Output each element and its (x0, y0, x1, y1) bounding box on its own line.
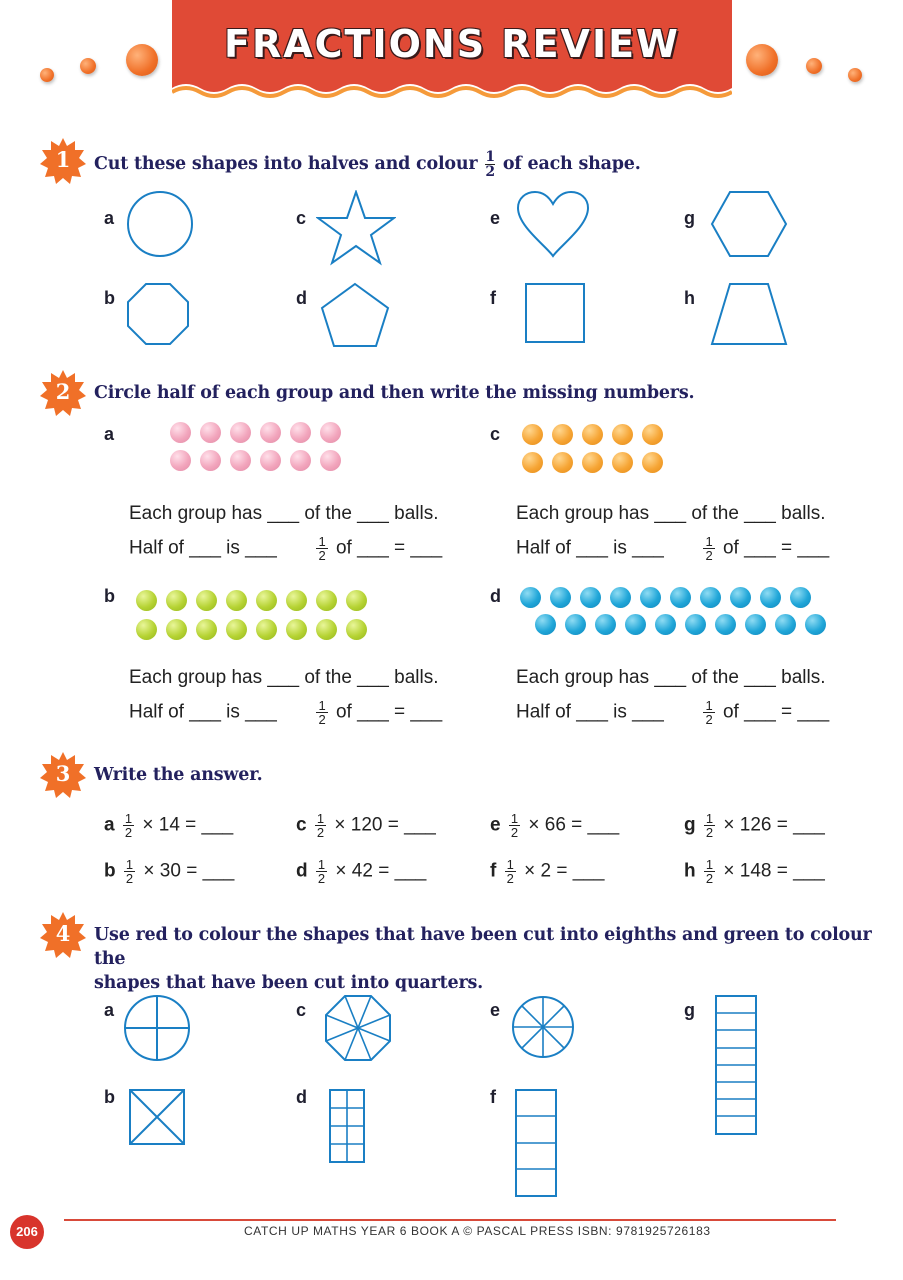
fraction-half (704, 858, 715, 885)
item-letter: f (490, 1087, 496, 1107)
blue-ball[interactable] (580, 587, 601, 608)
blue-ball[interactable] (670, 587, 691, 608)
pink-ball[interactable] (260, 450, 281, 471)
fraction-half (316, 699, 327, 726)
green-ball[interactable] (346, 619, 367, 640)
multiplication-item (296, 812, 436, 839)
fraction-equation: of ___ = ___ (335, 701, 443, 723)
expression: × 126 = ___ (723, 814, 825, 836)
blue-ball[interactable] (730, 587, 751, 608)
tall-rectangle-quarters-shape[interactable] (514, 1088, 558, 1198)
orange-ball[interactable] (552, 452, 573, 473)
fraction-numerator: 1 (316, 811, 325, 826)
fraction-half (316, 535, 327, 562)
half-sentence (516, 535, 829, 562)
item-letter: f (490, 860, 497, 882)
pink-ball[interactable] (320, 450, 341, 471)
question-number: 3 (55, 761, 71, 786)
pink-ball[interactable] (230, 450, 251, 471)
instruction-text: Cut these shapes into halves and colour (94, 154, 478, 174)
fraction-numerator: 1 (510, 811, 519, 826)
blue-ball[interactable] (700, 587, 721, 608)
item-letter: e (490, 208, 501, 228)
green-ball[interactable] (286, 590, 307, 611)
group-sentence: Each group has ___ of the ___ balls. (129, 667, 439, 688)
item-letter: c (490, 424, 501, 444)
question-number: 1 (55, 147, 71, 172)
item-letter: e (490, 1000, 501, 1020)
fraction-denominator: 2 (705, 871, 714, 886)
green-ball[interactable] (286, 619, 307, 640)
item-letter: e (490, 814, 501, 836)
item-letter: c (296, 208, 307, 228)
blue-ball[interactable] (625, 614, 646, 635)
half-of-text: Half of ___ is ___ (516, 537, 664, 559)
half-sentence (516, 699, 829, 726)
item-letter: a (104, 424, 115, 444)
fraction-half (316, 858, 327, 885)
blue-ball[interactable] (760, 587, 781, 608)
item-letter: c (296, 1000, 307, 1020)
fraction-denominator: 2 (705, 825, 714, 840)
fraction-numerator: 1 (317, 857, 326, 872)
green-ball[interactable] (166, 619, 187, 640)
orange-ball[interactable] (642, 424, 663, 445)
question-4-instruction (94, 923, 903, 995)
fraction-numerator: 1 (318, 534, 326, 549)
fraction-half (123, 812, 134, 839)
multiplication-item (296, 858, 426, 885)
octagon-eighths-shape[interactable] (324, 994, 392, 1062)
expression: × 2 = ___ (524, 860, 605, 882)
fraction-half (124, 858, 135, 885)
decor-dot (848, 68, 862, 82)
orange-ball[interactable] (582, 424, 603, 445)
fraction-half (505, 858, 516, 885)
fraction-half (485, 150, 495, 179)
blue-ball[interactable] (610, 587, 631, 608)
blue-ball[interactable] (790, 587, 811, 608)
group-sentence: Each group has ___ of the ___ balls. (516, 503, 826, 524)
fraction-denominator: 2 (125, 871, 134, 886)
blue-ball[interactable] (715, 614, 736, 635)
question-number-badge (40, 138, 86, 184)
decor-dot (126, 44, 158, 76)
expression: × 148 = ___ (723, 860, 825, 882)
green-ball[interactable] (316, 619, 337, 640)
fraction-denominator: 2 (317, 871, 326, 886)
square-shape[interactable] (524, 282, 586, 344)
blue-ball[interactable] (550, 587, 571, 608)
blue-ball[interactable] (640, 587, 661, 608)
fraction-numerator: 1 (485, 149, 495, 165)
question-1-instruction (94, 150, 641, 179)
green-ball[interactable] (196, 619, 217, 640)
item-letter: b (104, 586, 115, 606)
item-letter: h (684, 288, 695, 308)
multiplication-item (490, 858, 604, 885)
green-ball[interactable] (226, 590, 247, 611)
fraction-half (703, 535, 714, 562)
green-ball[interactable] (196, 590, 217, 611)
fraction-numerator: 1 (705, 698, 713, 713)
question-number: 2 (55, 379, 71, 404)
fraction-equation: of ___ = ___ (722, 701, 830, 723)
pink-ball[interactable] (290, 450, 311, 471)
expression: × 42 = ___ (335, 860, 427, 882)
green-ball[interactable] (136, 619, 157, 640)
pink-ball[interactable] (200, 422, 221, 443)
fraction-half (704, 812, 715, 839)
orange-ball[interactable] (522, 424, 543, 445)
hexagon-shape[interactable] (710, 190, 788, 258)
fraction-denominator: 2 (485, 164, 495, 180)
fraction-denominator: 2 (316, 825, 325, 840)
octagon-shape[interactable] (126, 282, 190, 346)
question-number: 4 (55, 921, 71, 946)
decor-dot (40, 68, 54, 82)
half-sentence (129, 535, 442, 562)
fraction-equation: of ___ = ___ (722, 537, 830, 559)
item-letter: d (296, 1087, 307, 1107)
fraction-numerator: 1 (318, 698, 326, 713)
item-letter: g (684, 1000, 695, 1020)
half-of-text: Half of ___ is ___ (129, 537, 277, 559)
square-diagonals-shape[interactable] (128, 1088, 186, 1146)
blue-ball[interactable] (775, 614, 796, 635)
item-letter: h (684, 860, 696, 882)
fraction-denominator: 2 (318, 548, 326, 563)
question-number-badge (40, 752, 86, 798)
pink-ball[interactable] (170, 422, 191, 443)
fraction-denominator: 2 (510, 825, 519, 840)
item-letter: c (296, 814, 307, 836)
footer-divider (64, 1219, 836, 1221)
green-ball[interactable] (226, 619, 247, 640)
fraction-half (315, 812, 326, 839)
half-of-text: Half of ___ is ___ (516, 701, 664, 723)
decor-dot (806, 58, 822, 74)
instruction-line: Use red to colour the shapes that have been cut into eighths and green to colour the (94, 925, 872, 969)
item-letter: f (490, 288, 496, 308)
fraction-numerator: 1 (506, 857, 514, 872)
orange-ball[interactable] (582, 452, 603, 473)
orange-ball[interactable] (612, 424, 633, 445)
pink-ball[interactable] (320, 422, 341, 443)
footer-credit: CATCH UP MATHS YEAR 6 BOOK A © PASCAL PRESS ISBN: 9781925726183 (244, 1224, 711, 1238)
half-of-text: Half of ___ is ___ (129, 701, 277, 723)
half-sentence (129, 699, 442, 726)
fraction-equation: of ___ = ___ (335, 537, 443, 559)
pink-ball[interactable] (200, 450, 221, 471)
item-letter: b (104, 860, 116, 882)
fraction-denominator: 2 (124, 825, 133, 840)
multiplication-item (490, 812, 619, 839)
green-ball[interactable] (166, 590, 187, 611)
expression: × 120 = ___ (334, 814, 436, 836)
rectangle-grid-shape[interactable] (328, 1088, 366, 1164)
item-letter: a (104, 814, 115, 836)
expression: × 14 = ___ (142, 814, 234, 836)
blue-ball[interactable] (655, 614, 676, 635)
green-ball[interactable] (316, 590, 337, 611)
fraction-numerator: 1 (705, 811, 714, 826)
orange-ball[interactable] (612, 452, 633, 473)
blue-ball[interactable] (745, 614, 766, 635)
pink-ball[interactable] (260, 422, 281, 443)
multiplication-item (104, 812, 233, 839)
multiplication-item (104, 858, 234, 885)
fraction-half (509, 812, 520, 839)
item-letter: g (684, 208, 695, 228)
question-number-badge (40, 370, 86, 416)
decor-dot (80, 58, 96, 74)
star-shape[interactable] (316, 190, 396, 266)
expression: × 66 = ___ (528, 814, 620, 836)
pentagon-shape[interactable] (320, 282, 390, 348)
blue-ball[interactable] (520, 587, 541, 608)
item-letter: b (104, 1087, 115, 1107)
blue-ball[interactable] (535, 614, 556, 635)
page-number: 206 (10, 1215, 44, 1249)
item-letter: d (296, 288, 307, 308)
title-banner (172, 0, 732, 100)
item-letter: a (104, 1000, 115, 1020)
decor-dot (746, 44, 778, 76)
group-sentence: Each group has ___ of the ___ balls. (516, 667, 826, 688)
circle-quarters-shape[interactable] (122, 993, 192, 1063)
trapezium-shape[interactable] (710, 282, 788, 346)
pink-ball[interactable] (170, 450, 191, 471)
item-letter: d (296, 860, 308, 882)
multiplication-item (684, 812, 825, 839)
blue-ball[interactable] (685, 614, 706, 635)
blue-ball[interactable] (805, 614, 826, 635)
fraction-numerator: 1 (705, 534, 713, 549)
multiplication-item (684, 858, 825, 885)
blue-ball[interactable] (565, 614, 586, 635)
heart-shape[interactable] (516, 190, 590, 260)
pink-ball[interactable] (290, 422, 311, 443)
instruction-line: shapes that have been cut into quarters. (94, 973, 484, 993)
fraction-denominator: 2 (506, 871, 514, 886)
item-letter: b (104, 288, 115, 308)
orange-ball[interactable] (522, 452, 543, 473)
item-letter: d (490, 586, 501, 606)
tall-rectangle-eighths-shape[interactable] (714, 994, 758, 1136)
green-ball[interactable] (346, 590, 367, 611)
green-ball[interactable] (136, 590, 157, 611)
fraction-denominator: 2 (705, 548, 713, 563)
page-title: FRACTIONS REVIEW (224, 22, 680, 66)
question-2-instruction: Circle half of each group and then write the missing numbers. (94, 383, 695, 403)
question-3-instruction: Write the answer. (94, 765, 263, 785)
circle-shape[interactable] (126, 190, 194, 258)
orange-ball[interactable] (552, 424, 573, 445)
blue-ball[interactable] (595, 614, 616, 635)
green-ball[interactable] (256, 619, 277, 640)
orange-ball[interactable] (642, 452, 663, 473)
fraction-half (703, 699, 714, 726)
fraction-numerator: 1 (124, 811, 133, 826)
expression: × 30 = ___ (143, 860, 235, 882)
green-ball[interactable] (256, 590, 277, 611)
fraction-denominator: 2 (318, 712, 326, 727)
instruction-text: of each shape. (502, 154, 641, 174)
group-sentence: Each group has ___ of the ___ balls. (129, 503, 439, 524)
circle-eighths-shape[interactable] (510, 994, 576, 1060)
fraction-numerator: 1 (125, 857, 134, 872)
pink-ball[interactable] (230, 422, 251, 443)
fraction-numerator: 1 (705, 857, 714, 872)
item-letter: a (104, 208, 115, 228)
question-number-badge (40, 912, 86, 958)
item-letter: g (684, 814, 696, 836)
fraction-denominator: 2 (705, 712, 713, 727)
